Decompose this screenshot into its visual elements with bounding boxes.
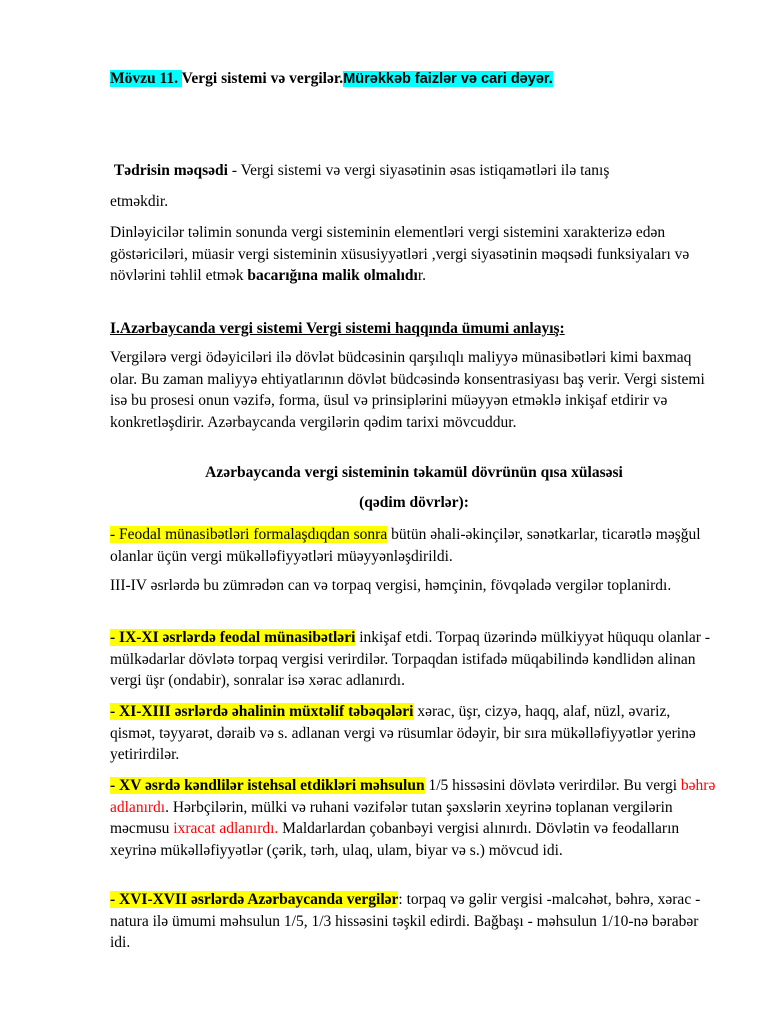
outcome-bold: bacarığına malik olmalıdı (247, 267, 418, 284)
outcome-paragraph (110, 222, 718, 287)
history-item-text: xərac, üşr, cizyə, haqq, alaf, nüzl, əvariz, qismət, təyyarət, dəraib və s. adlanan vergi və rüsumlar ödəyir, bir sıra mükəlləfiyyətlər yerinə yetirirdilər. (110, 703, 696, 763)
summary-heading-line2: (qədim dövrlər): (359, 494, 469, 511)
outcome-text: Dinləyicilər təlimin sonunda vergi sisteminin elementləri vergi sistemini xarakterizə edən göstəriciləri, müasir vergi sisteminin xüsusiyyətləri ,vergi siyasətinin məqsədi funksiyaları və növlərini təhlil etmək (110, 224, 690, 284)
title-subtopic: Mürəkkəb faizlər və cari dəyər. (343, 71, 553, 87)
history-item-red-term: ixracat adlanırdı. (173, 820, 279, 837)
outcome-tail: r. (417, 267, 427, 284)
history-item-highlight: - Feodal münasibətləri formalaşdıqdan sonra (110, 526, 388, 543)
history-item-16-17-century (110, 889, 718, 954)
history-item-text: : torpaq və gəlir vergisi -malcəhət, bəhrə, xərac - natura ilə ümumi məhsulun 1/5, 1/3 hissəsini təşkil edirdi. Bağbaşı - məhsulun 1/10-nə bərabər idi. (110, 891, 701, 951)
history-item-text: Maldarlardan çobanbəyi vergisi alınırdı. Dövlətin və feodalların xeyrinə mükəlləfiyyətlər (çərik, tərh, ulaq, ulam, biyar və s.) mövcud idi. (110, 820, 680, 859)
history-item-highlight: - XV əsrdə kəndlilər istehsal etdikləri məhsulun (110, 777, 425, 794)
section1-heading: I.Azərbaycanda vergi sistemi Vergi sistemi haqqında ümumi anlayış: (110, 320, 565, 337)
document-title (110, 68, 553, 91)
goal-paragraph (110, 160, 718, 212)
history-item-text: inkişaf etdi. Torpaq üzərində mülkiyyət hüququ olanlar - mülkədarlar dövlətə torpaq vergisi verirdilər. Torpaqdan istifadə müqabilində kəndlidən alinan vergi üşr (ondabir), sonralar isə xərac adlanırdı. (110, 629, 710, 689)
history-item-highlight: - XI-XIII əsrlərdə əhalinin müxtəlif təbəqələri (110, 703, 414, 720)
history-item-text: . Hərbçilərin, mülki və ruhani vəzifələr tutan şəxslərin xeyrinə toplanan vergilərin məcmusu (110, 798, 673, 837)
title-topic-text: Vergi sistemi və vergilər. (181, 70, 344, 87)
title-topic-number: Mövzu 11. (110, 70, 182, 87)
history-item-text: bütün əhali-əkinçilər, sənətkarlar, ticarətlə məşğul olanlar üçün vergi mükəlləfiyyətləri müəyyənləşdirildi. (110, 526, 701, 565)
goal-label: Tədrisin məqsədi (113, 162, 228, 179)
goal-text-line2: etməkdir. (110, 192, 169, 210)
summary-heading-line1: Azərbaycanda vergi sisteminin təkamül dövrünün qısa xülasəsi (205, 464, 623, 481)
section1-paragraph: Vergilərə vergi ödəyiciləri ilə dövlət büdcəsinin qarşılıqlı maliyyə münasibətləri kimi baxmaq olar. Bu zaman maliyyə ehtiyatlarının dövlət büdcəsində konsentrasiyası baş verir. Vergi sistemi isə bu prosesi onun vəzifə, forma, üsul və prinsiplərini müəyyən etməklə inkişaf etdirir və konkretləşdirir. Azərbaycanda vergilərin qədim tarixi mövcuddur. (110, 349, 705, 431)
history-item-feudal (110, 524, 718, 567)
history-item-9-11-century (110, 627, 718, 692)
history-item-highlight: - XVI-XVII əsrlərdə Azərbaycanda vergilər (110, 891, 399, 908)
history-item-11-13-century (110, 701, 718, 766)
history-item-text: 1/5 hissəsini dövlətə verirdilər. Bu vergi (424, 777, 681, 794)
history-item-text: III-IV əsrlərdə bu zümrədən can və torpaq vergisi, həmçinin, fövqəladə vergilər toplanirdı. (110, 577, 672, 594)
history-item-3-4-century (110, 575, 718, 597)
goal-text-line1: - Vergi sistemi və vergi siyasətinin əsas istiqamətləri ilə tanış (227, 162, 610, 179)
history-item-15-century (110, 775, 718, 861)
history-item-red-term: bəhrə adlanırdı (110, 777, 716, 816)
history-item-highlight: - IX-XI əsrlərdə feodal münasibətləri (110, 629, 356, 646)
